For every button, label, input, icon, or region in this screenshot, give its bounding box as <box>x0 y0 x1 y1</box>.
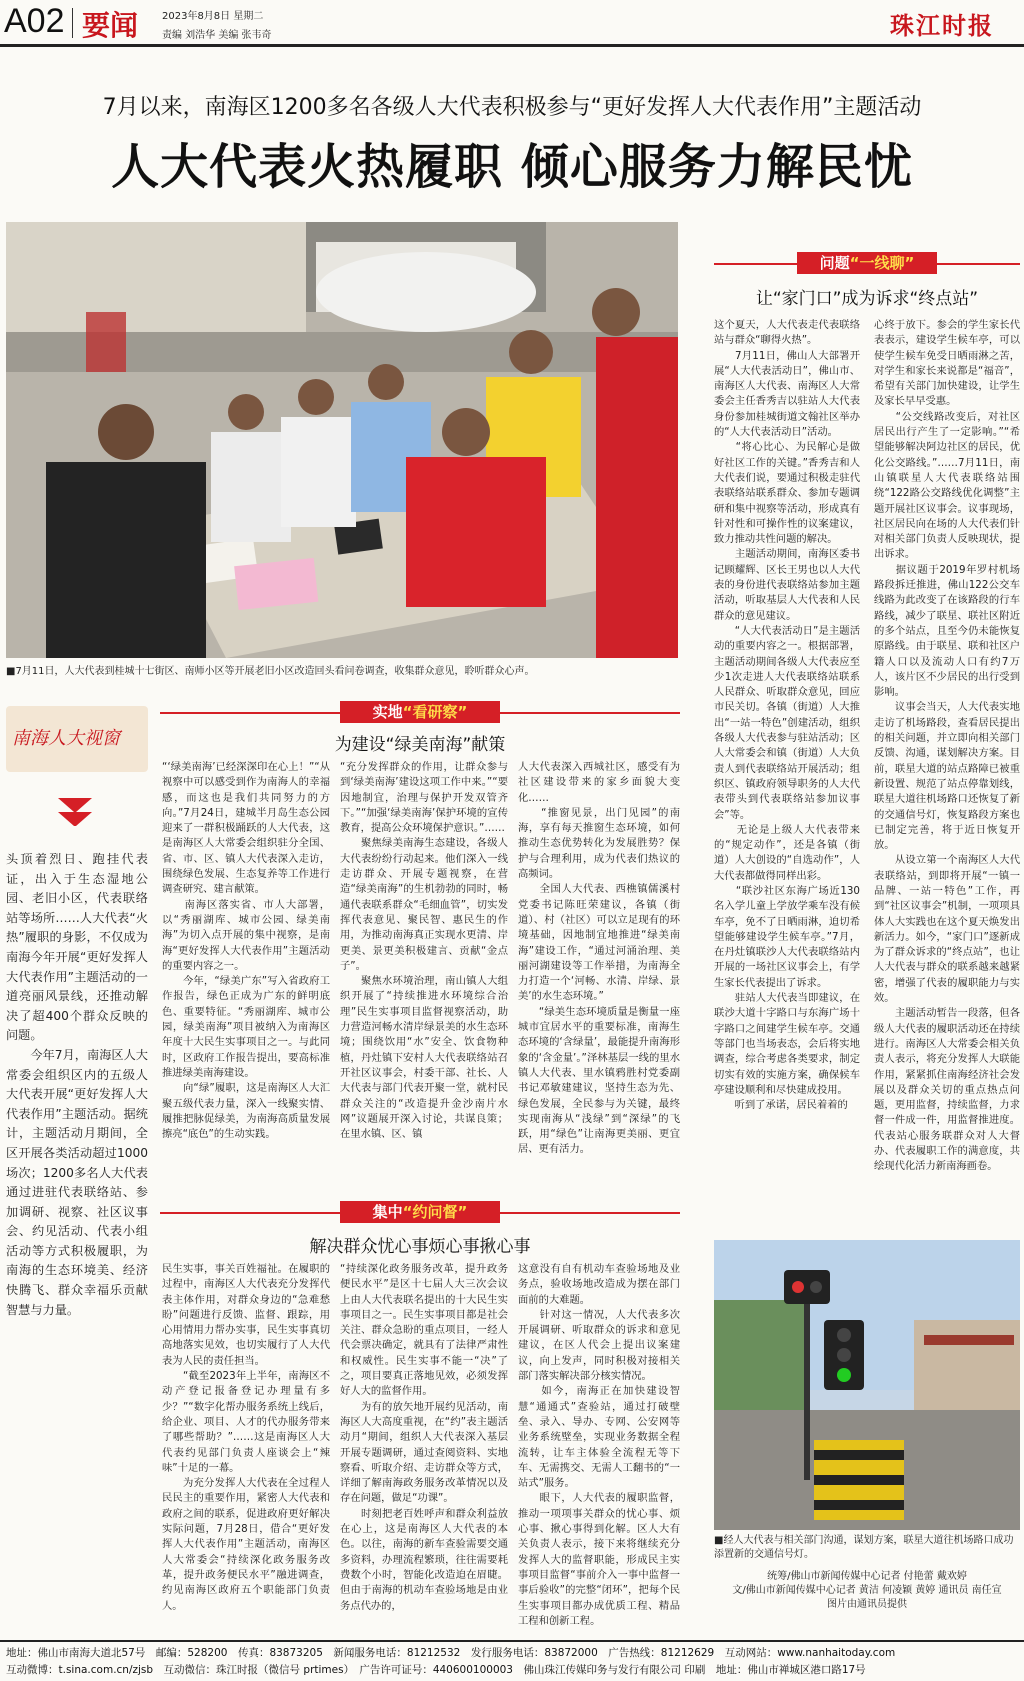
section-a-banner-accent: “看研察” <box>402 703 468 721</box>
footer-line-1: 地址：佛山市南海大道北57号 邮编：528200 传真：83873205 新闻服务电话：81212532 发行服务电话：83872000 广告热线：81212629 互动网站：www.nanhaitoday.com <box>6 1647 896 1659</box>
chevron-down-icon <box>58 812 92 826</box>
headline-kicker: 7月以来，南海区1200多名各级人大代表积极参与“更好发挥人大代表作用”主题活动 <box>102 95 922 120</box>
section-a-banner <box>340 701 500 723</box>
section-b-banner-accent: “约问督” <box>402 1203 468 1221</box>
section-a-col-3: 人大代表深入西城社区，感受有为社区建设带来的家乡面貌大变化…… “推窗见景，出门见园”的南海，享有每天推窗生态环境，如何推动生态优势转化为发展胜势？保护与合理利用，成为代表们热议的高频词。 全国人大代表、西樵镇儒溪村党委书记陈旺荣建议，各镇（街道）、村（社区）可以立足现有的环境基础，因地制宜地推进“绿美南海”建设工作，“通过河涌治理、美丽河湖建设等工作举措，为南海全力打造一个‘河畅、水清、岸绿、景美’的水生态环境。” “绿美生态环境质量是衡量一座城市宜居水平的重要标准，南海生态环境的‘含绿量’，最能提升南海形象的‘含金量’。”泽林基层一线的里水镇人大代表、里水镇鸦胜村党委副书记邓敏建建议，坚持生态为先、绿色发展，全民参与为关键，最终实现南海从“浅绿”到“深绿”的飞跃，用“绿色”让南海更美丽、更宜居、更有活力。 <box>518 761 680 1156</box>
section-a-subhead: 为建设“绿美南海”献策 <box>334 735 506 755</box>
byline-line-1: 统筹/佛山市新闻传媒中心记者 付艳蕾 戴欢婷 <box>767 1571 967 1582</box>
chevron-down-icon <box>58 798 92 812</box>
lead-paragraph: 头顶着烈日、跑挂代表证，出入于生态湿地公园、老旧小区，代表联络站等场所……人大代表“火热”履职的身影，不仅成为南海今年开展“更好发挥人大代表作用”主题活动的一道亮丽风景线，还推动解决了超400个群众反映的问题。 今年7月，南海区人大常委会组织区内的五级人大代表开展“更好发挥人大代表作用”主题活动。据统计，主题活动月期间，全区开展各类活动超过1000场次；1200多名人大代表通过进驻代表联络站、参加调研、视察、社区议事会、约见活动、代表小组活动等方式积极履职，为南海的生态环境美、经济快腾飞、群众幸福乐贡献智慧与力量。 <box>6 852 148 1317</box>
byline <box>714 1570 1020 1612</box>
section-b-subhead: 解决群众忧心事烦心事揪心事 <box>309 1237 531 1257</box>
section-name: 要闻 <box>82 9 139 42</box>
section-b-col-1: 民生实事，事关百姓福祉。在履职的过程中，南海区人大代表充分发挥代表主体作用，对群众身边的“急难愁盼”问题进行反馈、监督、跟踪，用心用情用力帮办实事，民生实事真切高地落实见效，也切实履行了人大代表为人民的责任担当。 “截至2023年上半年，南海区不动产登记报备登记办理量有多少？”“数字化帮办服务系统上线后，给企业、项目、人才的代办服务带来了哪些帮助？”……这是南海区人大代表约见部门负责人座谈会上“辣味”十足的一幕。 为充分发挥人大代表在全过程人民民主的重要作用，紧密人大代表和政府之间的联系，促进政府更好解决实际问题，7月28日，借合“更好发挥人大代表作用”主题活动，南海区人大常委会“持续深化政务服务改革，提升政务便民水平”融进调查，约见南海区政府五个职能部门负责人。 <box>162 1263 330 1612</box>
section-a-banner-text: 实地 <box>372 703 403 721</box>
section-b-col-2: “持续深化政务服务改革，提升政务便民水平”是区十七届人大三次会议上由人大代表联名提出的十大民生实事项目之一。民生实事项目都是社会关注、群众急盼的重点项目，一经人代会票决确定，就具有了法律严肃性和权威性。民生实事不能一“决”了之，项目要真正落地见效，必须发挥好人大的监督作用。 为有的放矢地开展约见活动，南海区人大高度重视，在“约”表主题活动月“期间，组织人大代表深入基层开展专题调研，通过查阅资料、实地察看、听取介绍、走访群众等方式，详细了解南海政务服务改革情况以及存在问题，做足“功课”。 时刻把老百姓呼声和群众利益放在心上，这是南海区人大代表的本色。以往，南海的新车查验需要交通多资料，办理流程繁琐，往往需要耗费数个小时，智能化改造迫在眉睫。但由于南海的机动车查验场地是由业务点代办的， <box>340 1263 508 1612</box>
masthead-rule <box>0 44 1024 47</box>
masthead-divider <box>72 8 73 38</box>
traffic-light-caption: ■经人大代表与相关部门沟通，谋划方案，联星大道往机场路口成功添置新的交通信号灯。 <box>714 1535 1014 1560</box>
section-c-col-1: 这个夏天，人大代表走代表联络站与群众“聊得火热”。 7月11日，佛山人大部署开展“人大代表活动日”，佛山市、南海区人大代表、南海区人大常委会主任香秀吉以驻站人大代表身份参加桂城街道文翰社区举办的“人大代表活动日”活动。 “将心比心、为民解心是做好社区工作的关键。”香秀吉和人大代表们说，要通过积极走驻代表联络站联系群众、参加专题调研和集中视察等活动，形成真有针对性和可操作性的议案建议，致力推动共性问题的解决。 主题活动期间，南海区委书记顾耀辉、区长王男也以人大代表的身份进代表联络站参加主题活动，听取基层人大代表和人民群众的意见建议。 “人大代表活动日”是主题活动的重要内容之一。根据部署，主题活动期间各级人大代表应至少1次走进人大代表联络站联系人民群众、听取群众意见，回应市民关切。各镇（街道）人大推出“一站一特色”创建活动，组织各级人大代表参与驻站活动；区人大常委会和镇（街道）人大负责人到代表联络站开展活动；组织区、镇政府领导职务的人大代表带头到代表联络站参加议事会”等。 无论是上级人大代表带来的“规定动作”，还是各镇（街道）人大创设的“自选动作”，人大代表都做得同样出彩。 “联沙社区东海广场近130名入学儿童上学放学乘车没有候车亭，免不了日晒雨淋，迫切希望能够建设学生候车亭。”7月，在丹灶镇联沙人大代表联络站内开展的一场社区议事会上，有学生家长代表提出了诉求。 驻站人大代表当即建议，在联沙大道十字路口与东海广场十字路口之间建学生候车亭。交通等部门也当场表态，会后将实地调查，综合考虑各类要求，制定切实有效的实施方案，确保候车亭建设顺利和尽快建成投用。 听到了承诺，居民着着的 <box>714 319 860 1112</box>
traffic-light-photo-illustration <box>714 1240 1020 1530</box>
main-photo <box>6 222 678 658</box>
column-badge-label: 南海人大视窗 <box>12 728 120 749</box>
byline-line-3: 图片由通讯员提供 <box>827 1599 907 1610</box>
issue-date: 2023年8月8日 星期二 <box>162 11 264 22</box>
main-headline: 人大代表火热履职 倾心服务力解民忧 <box>111 139 913 195</box>
page-number: A02 <box>4 2 65 40</box>
section-c-col-2: 心终于放下。参会的学生家长代表表示，建设学生候车亭，可以使学生候车免受日晒雨淋之苦，对学生和家长来说都是“福音”，希望有关部门加快建设，让学生及家长早早受惠。 “公交线路改变后，对社区居民出行产生了一定影响。”“希望能够解决阿边社区的居民，优化公交路线。”……7月11日，南山镇联星人大代表联络站围绕“122路公交路线优化调整”主题开展社区议事会。议事现场，社区居民向在场的人大代表们针对相关部门负责人反映现状，提出诉求。 据议题于2019年罗村机场路段拆迁推进，佛山122公交车线路为此改变了在该路段的行车路线，减少了联星、联社区附近的多个站点，且至今仍未能恢复原路线。由于联星、联和社区户籍人口以及流动人口有约7万人，该片区不少居民的出行受到影响。 议事会当天，人大代表实地走访了机场路段，查看居民提出的相关问题，并立即向相关部门反馈、沟通，谋划解决方案。目前，联星大道的站点路障已被重新设置、规范了站点停靠划线，联星大道往机场路口还恢复了新的交通信号灯，恢复路段方案也已制定完善，将于近日恢复开放。 从设立第一个南海区人大代表联络站，到即将开展“一镇一品牌、一站一特色”工作，再到“社区议事会”机制，一项项具体人大实践也在这个夏天焕发出新活力。如今，“家门口”逐新成为了群众诉求的“终点站”，也让人大代表与群众的联系越来越紧密，增强了代表的履职能力与实效。 主题活动暂告一段落，但各级人大代表的履职活动还在持续进行。南海区人大常委会相关负责人表示，将充分发挥人大联能作用，紧紧抓住南海经济社会发展以及群众关切的重点热点问题，更用监督，持续监督，力求督一件成一件，用监督推进度。代表站心服务联群众对人大督办、代表履职工作的满意度，共绘现代化活力新南海画卷。 <box>874 319 1020 1173</box>
byline-line-2: 文/佛山市新闻传媒中心记者 黄洁 何凌颖 黄婷 通讯员 南任宣 <box>732 1585 1002 1596</box>
section-c-banner <box>797 252 937 274</box>
section-b-banner <box>340 1201 500 1223</box>
main-photo-caption: ■7月11日，人大代表到桂城十七街区、南师小区等开展老旧小区改造回头看问卷调查，收集群众意见，聆听群众心声。 <box>6 666 535 677</box>
section-a-col-1: “‘绿美南海’已经深深印在心上！”“从视察中可以感受到作为南海人的幸福感，而这也是我们共同努力的方向。”7月24日，建城半月岛生态公园迎来了一群积极踊跃的人大代表，这是南海区人大常委会组织驻分全国、省、市、区、镇人大代表深入走访，围绕绿色发展、生态复养等工作进行调查研究、建言献策。 南海区落实省、市人大部署，以“秀丽湖库、城市公园、绿美南海”为切入点开展的集中视察，是南海“更好发挥人大代表作用”主题活动的重要内容之一。 今年，“绿美广东”写入省政府工作报告，绿色正成为广东的鲜明底色、重要特征。“秀丽湖库、城市公园，绿美南海”项目被纳入为南海区年度十大民生实事项目之一。与此同时，区政府工作报告提出，要高标准推进绿美南海建设。 向“绿”履职，这是南海区人大汇聚五级代表力量，深入一线聚实情、履推把脉促绿美，为南海高质量发展擦亮“底色”的生动实践。 <box>162 761 330 1141</box>
section-c-banner-text: 问题 <box>819 254 850 272</box>
section-b-banner-text: 集中 <box>372 1203 403 1221</box>
footer-rule <box>0 1640 1024 1642</box>
main-photo-illustration <box>6 222 678 658</box>
section-a-col-2: “充分发挥群众的作用，让群众参与到‘绿美南海’建设这项工作中来。”“要因地制宜，治理与保护开发双管齐下。”“加强‘绿美南海’保护环境的宣传教育，提高公众环境保护意识。”…… 聚焦绿美南海生态建设，各级人大代表纷纷行动起来。他们深入一线走访群众、开展专题视察，在营造“绿美南海”的生机勃勃的同时，畅通代表联系群众“毛细血管”，切实发挥代表意见、聚民智、惠民生的作用，为推动南海真正实现水更清、岸更美、景更美积极建言、贡献“金点子”。 聚焦水环境治理，南山镇人大组织开展了“持续推进水环境综合治理”民生实事项目监督视察活动，助力营造河畅水清岸绿景美的水生态环境；围绕饮用“水”安全、饮食物种植，丹灶镇下安村人大代表联络站召开社区议事会，村委干部、社长、人大代表与部门代表开聚一堂，就村民群众关注的“改造提升金沙南片水网”议题展开深入讨论，共谋良策；在里水镇、区、镇 <box>340 761 508 1141</box>
section-c-subhead: 让“家门口”成为诉求“终点站” <box>755 289 979 309</box>
section-c-banner-accent: “一线聊” <box>849 254 915 272</box>
editor-credits: 责编 刘浩华 美编 张韦奇 <box>162 30 272 41</box>
traffic-light-photo <box>714 1240 1020 1530</box>
section-b-col-3: 这意没有自有机动车查验场地及业务点，验收场地改造成为摆在部门面前的大难题。 针对这一情况，人大代表多次开展调研、听取群众的诉求和意见建议，在区人代会上提出议案建议，向上发声，同时积极对接相关部门落实解决部分核实情况。 如今，南海正在加快建设智慧“通通式”查验站，通过打破壁垒、录入、导办、专网、公安网等业务系统壁垒，实现业务数据全程流转，让车主体验全流程无等下车、无需携交、无需人工翻书的“一站式”服务。 眼下，人大代表的履职监督，推动一项项事关群众的忧心事、烦心事、揪心事得到化解。区人大有关负责人表示，接下来将继续充分发挥人大的监督职能，形成民主实事项目监督“事前介入一事中监督一事后验收”的完整“闭环”，把每个民生实事项目都办成优质工程、精品工程和创新工程。 <box>518 1263 680 1627</box>
newspaper-logo: 珠江时报 <box>890 11 994 40</box>
footer-line-2: 互动微博：t.sina.com.cn/zjsb 互动微信：珠江时报（微信号 prtimes） 广告许可证号：440600100003 佛山珠江传媒印务与发行有限公司 印刷 地址：佛山市禅城区港口路17号 <box>6 1664 866 1676</box>
